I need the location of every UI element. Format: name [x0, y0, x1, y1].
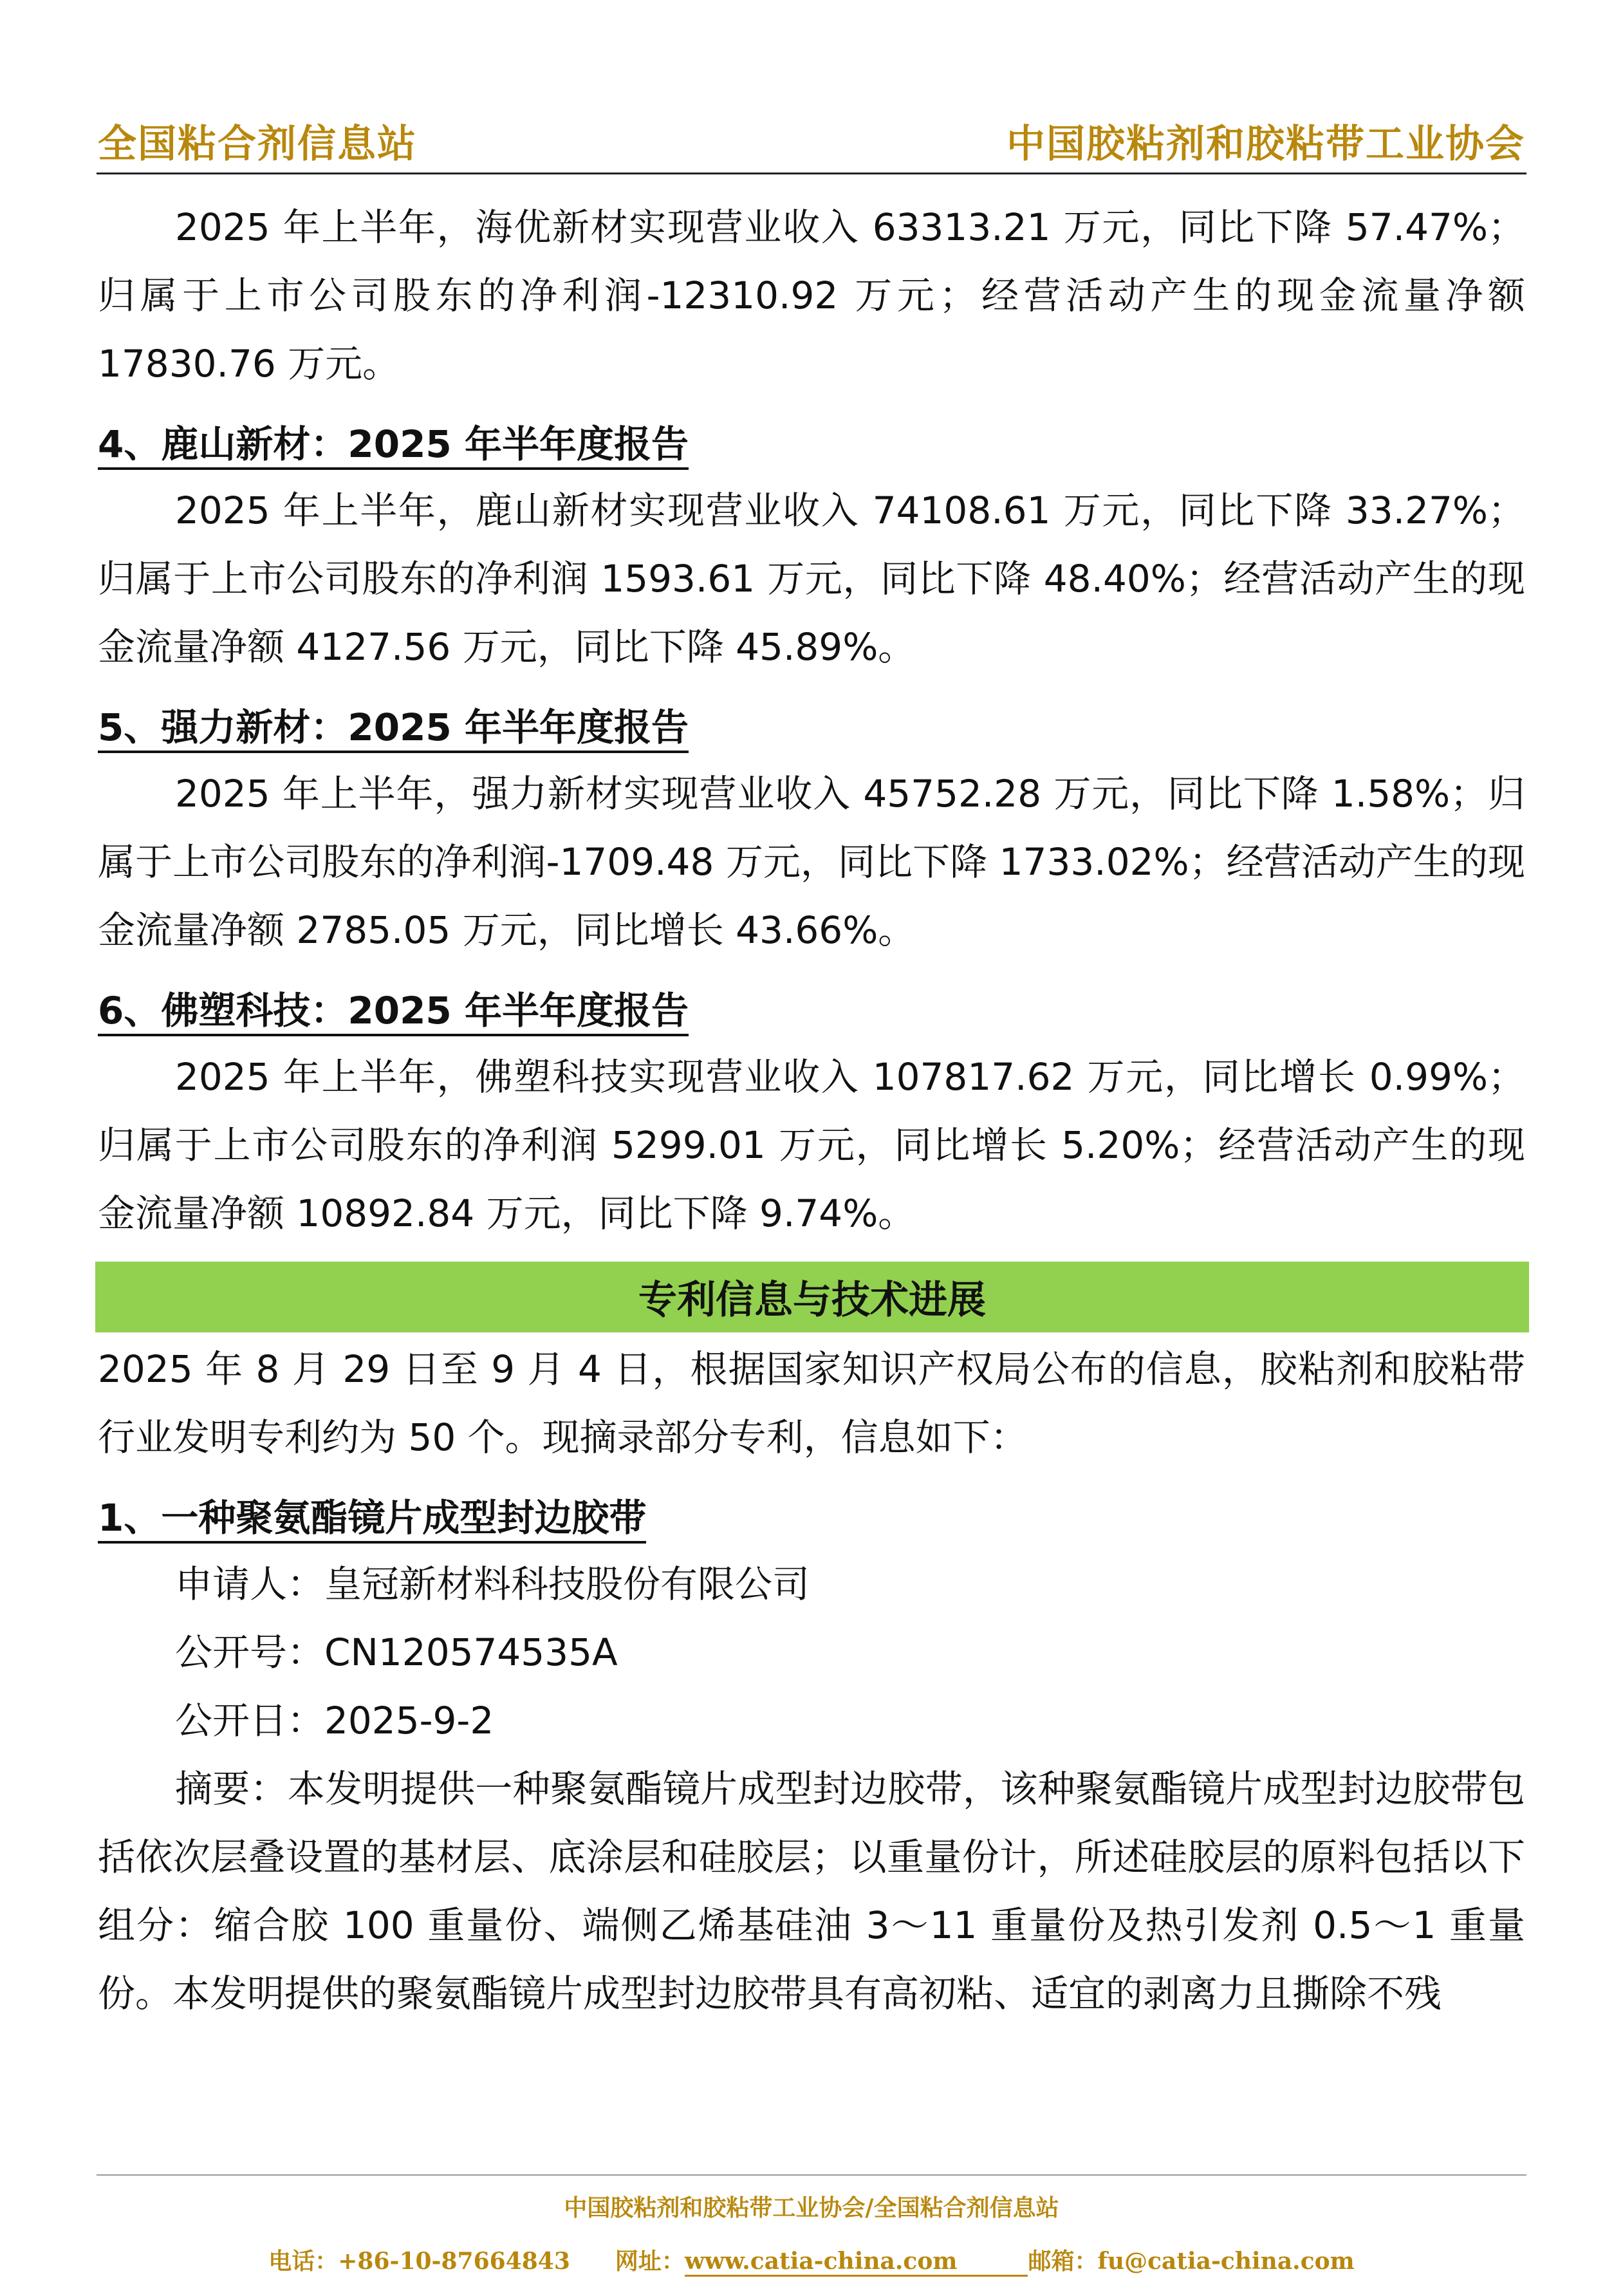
- paragraph-haiyou: 2025 年上半年，海优新材实现营业收入 63313.21 万元，同比下降 57.47%；归属于上市公司股东的净利润-12310.92 万元；经营活动产生的现金流量净额 17830.76 万元。: [98, 205, 1525, 386]
- patent-applicant: 申请人：皇冠新材料科技股份有限公司: [175, 1562, 810, 1606]
- section-band-patents: 专利信息与技术进展: [95, 1262, 1529, 1332]
- footer-divider: [97, 2174, 1526, 2176]
- footer-email: 邮箱：fu@catia-china.com: [1028, 2248, 1355, 2275]
- heading-fosu-text: 6、佛塑科技：2025 年半年度报告: [98, 989, 689, 1036]
- header-association-name: 中国胶粘剂和胶粘带工业协会: [1006, 122, 1525, 167]
- patent-abstract: 摘要：本发明提供一种聚氨酯镜片成型封边胶带，该种聚氨酯镜片成型封边胶带包括依次层叠设置的基材层、底涂层和硅胶层；以重量份计，所述硅胶层的原料包括以下组分：缩合胶 100 重量份、端侧乙烯基硅油 3～11 重量份及热引发剂 0.5～1 重量份。本发明提供的聚氨酯镜片成型封边胶带具有高初粘、适宜的剥离力且撕除不残: [98, 1767, 1525, 2015]
- heading-qiangli-text: 5、强力新材：2025 年半年度报告: [98, 705, 689, 753]
- heading-fosu: [98, 978, 1525, 1043]
- heading-qiangli: [98, 695, 1525, 760]
- patent-intro: 2025 年 8 月 29 日至 9 月 4 日，根据国家知识产权局公布的信息，胶粘剂和胶粘带行业发明专利约为 50 个。现摘录部分专利，信息如下：: [98, 1347, 1525, 1459]
- footer-phone: 电话：+86-10-87664843: [268, 2248, 570, 2275]
- footer-organization: 中国胶粘剂和胶粘带工业协会/全国粘合剂信息站: [564, 2194, 1059, 2221]
- heading-patent-1-text: 1、一种聚氨酯镜片成型封边胶带: [98, 1496, 646, 1544]
- footer-web-label: 网址：: [615, 2248, 685, 2275]
- heading-lushan: [98, 412, 1525, 476]
- header-divider: [97, 173, 1526, 174]
- heading-patent-1: [98, 1486, 1525, 1550]
- paragraph-fosu: 2025 年上半年，佛塑科技实现营业收入 107817.62 万元，同比增长 0.99%；归属于上市公司股东的净利润 5299.01 万元，同比增长 5.20%；经营活动产生的现金流量净额 10892.84 万元，同比下降 9.74%。: [98, 1055, 1525, 1235]
- page-body: [98, 193, 1525, 2028]
- paragraph-lushan: 2025 年上半年，鹿山新材实现营业收入 74108.61 万元，同比下降 33.27%；归属于上市公司股东的净利润 1593.61 万元，同比下降 48.40%；经营活动产生的现金流量净额 4127.56 万元，同比下降 45.89%。: [98, 489, 1525, 669]
- footer-contact: [0, 2243, 1623, 2276]
- paragraph-qiangli: 2025 年上半年，强力新材实现营业收入 45752.28 万元，同比下降 1.58%；归属于上市公司股东的净利润-1709.48 万元，同比下降 1733.02%；经营活动产生的现金流量净额 2785.05 万元，同比增长 43.66%。: [98, 772, 1525, 952]
- patent-publication-date: 公开日：2025-9-2: [175, 1699, 494, 1742]
- heading-lushan-text: 4、鹿山新材：2025 年半年度报告: [98, 422, 689, 470]
- header-site-name: 全国粘合剂信息站: [98, 122, 417, 167]
- footer-website-link[interactable]: www.catia-china.com: [685, 2248, 1028, 2277]
- patent-publication-number: 公开号：CN120574535A: [175, 1630, 618, 1674]
